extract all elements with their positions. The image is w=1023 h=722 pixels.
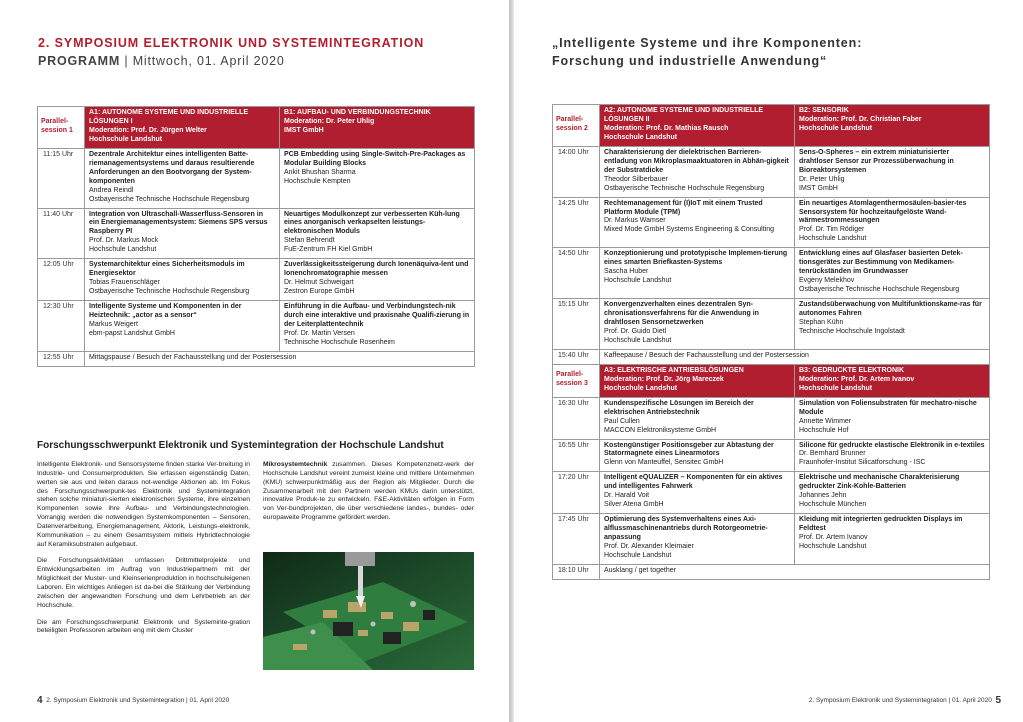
talk-title: Kostengünstiger Positionsgeber zur Abtastung der Statormagnete eines Linearmotors [604,441,774,458]
track-title: B1: AUFBAU- UND VERBINDUNGSTECHNIK [284,109,431,116]
track-moderation: Moderation: Prof. Dr. Jörg Mareczek [604,375,724,383]
body-paragraph: Die Forschungsaktivitäten umfassen Drittmittelprojekte und Entwicklungsarbeiten im Auftrag von Industriepartnern mit der Möglichkeit der Muster- und Kleinserienproduktion in hochschuleigenen Laboren. Ein wichtiges Anliegen ist da-bei die Stärkung der Verbindung zwischen der angewandten Forschung und dem Lehrbetrieb an der Hochschule. [37,557,250,609]
track-affiliation: IMST GmbH [284,126,324,134]
speaker-line: Hochschule Landshut [604,551,672,559]
speaker-line: Hochschule München [799,501,867,509]
page-number: 4 [37,695,43,706]
track-header [85,107,280,149]
speaker-line: Zestron Europe GmbH [284,288,355,296]
talk-cell [280,148,475,208]
break-time: 18:10 Uhr [553,564,600,579]
table-row [553,146,990,197]
table-row [553,472,990,514]
talk-title: Simulation von Foliensubstraten für mechatro-nische Module [799,399,977,416]
talk-title: Neuartiges Modulkonzept zur verbesserten Küh-lung eines anorganisch verkapselten leistungs-elektronischen Moduls [284,210,460,236]
talk-title: Integration von Ultraschall-Wasserfluss-Sensoren in ein Energiemanagementsystem: Siemens SPS versus Raspberry PI [89,210,268,236]
session-header-row [553,364,990,397]
speaker-line: Hochschule Landshut [799,543,867,551]
slot-time: 12:05 Uhr [38,259,85,301]
event-title: 2. SYMPOSIUM ELEKTRONIK UND SYSTEMINTEGRATION [38,36,425,50]
program-label: PROGRAMM [38,54,121,68]
slot-time: 11:15 Uhr [38,148,85,208]
body-text: zusammen. Dieses Kompetenznetz-werk der Hochschule Landshut vereint zumeist kleine und mittlere Unternehmen (KMU) schwerpunktmäßig aus der Region als Mitglieder. Durch die Zusammenarbeit mit den Partnern werden KMUs darin unterstützt, innovative Produk-te zu entwickeln. F&E-Aktivitäten erfolgen in Form von Ver-bundprojekten, die über verschiedene landes-, bundes- oder europaweite Programme gefördert werden. [263,461,474,522]
left-page [0,0,509,722]
talk-title: Entwicklung eines auf Glasfaser basierten Detek-tionsgerätes zur Bestimmung von Medikamen-tenrückständen im Grundwasser [799,250,963,276]
talk-cell [600,146,795,197]
track-affiliation: Hochschule Landshut [604,384,678,392]
talk-title: Optimierung des Systemverhaltens eines Axi-alflussmaschinenantriebs durch Rotorgeometrie-anpassung [604,516,768,542]
track-title: B3: GEDRUCKTE ELEKTRONIK [799,366,905,374]
section-title: Forschungsschwerpunkt Elektronik und Systemintegration der Hochschule Landshut [37,440,444,451]
talk-cell [600,514,795,565]
track-header [600,105,795,147]
break-row [38,351,475,366]
track-moderation: Moderation: Prof. Dr. Christian Faber [799,115,922,123]
talk-title: Konzeptionierung und prototypische Implemen-tierung eines smarten Briefkasten-Systems [604,250,788,267]
slot-time: 14:00 Uhr [553,146,600,197]
speaker-line: Theodor Silberbauer [604,175,668,183]
table-row [553,197,990,248]
speaker-line: Dr. Markus Wamser [604,217,666,225]
page-number: 5 [995,695,1001,706]
talk-cell [85,259,280,301]
speaker-line: IMST GmbH [799,184,838,192]
speaker-line: Stephan Kühn [799,319,844,327]
right-page [514,0,1023,722]
session-label: Parallel-session 3 [553,364,600,397]
track-title: A2: AUTONOME SYSTEME UND INDUSTRIELLE LÖSUNGEN II [604,107,764,123]
cluster-name: Mikrosystemtechnik [263,461,328,468]
speaker-line: Hochschule Kempten [284,177,351,185]
talk-title: Zustandsüberwachung von Multifunktionskame-ras für autonomes Fahren [799,301,982,318]
talk-title: Silicone für gedruckte elastische Elektronik in e-textiles [799,441,985,449]
speaker-line: Paul Cullen [604,417,640,425]
talk-cell [600,197,795,248]
speaker-line: Hochschule Landshut [604,277,672,285]
symposium-motto-line-2: Forschung und industrielle Anwendung“ [552,54,828,68]
body-paragraph [263,461,474,523]
talk-cell [600,397,795,439]
talk-title: Charakterisierung der dielektrischen Barrieren-entladung von Mikroplasmaaktuatoren in Abhän-gigkeit der Substratdicke [604,148,789,174]
track-header [280,107,475,149]
slot-time: 11:40 Uhr [38,208,85,259]
speaker-line: ebm-papst Landshut GmbH [89,329,175,337]
talk-title: Zuverlässigkeitssteigerung durch Ionenäquiva-lent und Ionenchromatographie messen [284,261,469,278]
talk-cell [600,439,795,472]
schedule-table-sessions-2-3 [552,104,990,580]
speaker-line: Annette Wimmer [799,417,852,425]
slot-time: 14:50 Uhr [553,248,600,299]
schedule-table-session-1 [37,106,475,367]
slot-time: 16:30 Uhr [553,397,600,439]
pcb-lab-photo [263,552,474,670]
track-moderation: Moderation: Dr. Peter Uhlig [284,117,375,125]
talk-cell [795,397,990,439]
slot-time: 14:25 Uhr [553,197,600,248]
speaker-line: Ostbayerische Technische Hochschule Regensburg [89,195,250,203]
track-affiliation: Hochschule Landshut [799,124,873,132]
talk-cell [600,472,795,514]
talk-cell [85,148,280,208]
talk-title: Kundenspezifische Lösungen im Bereich der elektrischen Antriebstechnik [604,399,754,416]
slot-time: 12:30 Uhr [38,301,85,352]
talk-title: Konvergenzverhalten eines dezentralen Syn-chronisationsverfahrens für die Anwendung in drahtlosen Sensornetzwerken [604,301,759,327]
speaker-line: Sascha Huber [604,268,649,276]
speaker-line: Prof. Dr. Guido Dietl [604,327,667,335]
speaker-line: Ostbayerische Technische Hochschule Regensburg [799,286,960,294]
speaker-line: Dr. Bernhard Brunner [799,450,866,458]
table-row [553,299,990,350]
track-affiliation: Hochschule Landshut [89,135,163,143]
talk-cell [795,514,990,565]
footer-right [809,695,1001,706]
track-moderation: Moderation: Prof. Dr. Mathias Rausch [604,124,729,132]
footer-left [37,695,229,706]
body-column-2 [263,461,474,531]
speaker-line: Hochschule Hof [799,426,849,434]
table-row [553,514,990,565]
speaker-line: Dr. Helmut Schweigart [284,279,354,287]
speaker-line: Ostbayerische Technische Hochschule Regensburg [89,288,250,296]
speaker-line: FuE-Zentrum FH Kiel GmbH [284,246,373,254]
speaker-line: Prof. Dr. Martin Versen [284,329,355,337]
speaker-line: Mixed Mode GmbH Systems Engineering & Consulting [604,226,775,234]
program-date: Mittwoch, 01. April 2020 [132,54,285,68]
speaker-line: Stefan Behrendt [284,237,335,245]
speaker-line: Johannes Jehn [799,492,847,500]
track-title: B2: SENSORIK [799,107,849,114]
speaker-line: Hochschule Landshut [799,235,867,243]
speaker-line: Hochschule Landshut [604,336,672,344]
speaker-line: Andrea Reindl [89,186,134,194]
break-time: 15:40 Uhr [553,349,600,364]
talk-cell [795,197,990,248]
break-text: Mittagspause / Besuch der Fachausstellung und der Postersession [85,351,475,366]
table-row [38,148,475,208]
speaker-line: Dr. Peter Uhlig [799,175,845,183]
break-row [553,564,990,579]
speaker-line: Hochschule Landshut [89,246,157,254]
slot-time: 17:20 Uhr [553,472,600,514]
table-row [553,397,990,439]
speaker-line: Evgeny Melekhov [799,277,855,285]
speaker-line: MACCON Elektroniksysteme GmbH [604,426,717,434]
talk-title: Systemarchitektur eines Sicherheitsmoduls im Energiesektor [89,261,245,278]
session-header-row [38,107,475,149]
slot-time: 16:55 Uhr [553,439,600,472]
break-text: Kaffeepause / Besuch der Fachausstellung und der Postersession [600,349,990,364]
talk-title: Intelligente Systeme und Komponenten in der Heiztechnik: „actor as a sensor“ [89,303,242,320]
talk-title: Kleidung mit integrierten gedruckten Displays im Feldtest [799,516,963,533]
talk-cell [795,146,990,197]
talk-cell [280,301,475,352]
break-row [553,349,990,364]
talk-title: Einführung in die Aufbau- und Verbindungstech-nik durch eine interaktive und praxisnahe Qualifi-zierung in der Leiterplattentechnik [284,303,470,329]
speaker-line: Prof. Dr. Artem Ivanov [799,534,868,542]
talk-cell [795,248,990,299]
speaker-line: Glenn von Manteuffel, Sensitec GmbH [604,459,724,467]
talk-title: Intelligent eQUALIZER – Komponenten für ein aktives und intelligentes Fahrwerk [604,474,783,491]
talk-cell [795,472,990,514]
slot-time: 15:15 Uhr [553,299,600,350]
talk-cell [85,208,280,259]
speaker-line: Fraunhofer-Institut Silicatforschung - ISC [799,459,926,467]
session-label: Parallel-session 2 [553,105,600,147]
break-text: Ausklang / get together [600,564,990,579]
talk-title: PCB Embedding using Single-Switch-Pre-Packages as Modular Building Blocks [284,150,466,167]
body-paragraph: Intelligente Elektronik- und Sensorsysteme finden starke Ver-breitung in Industrie- und Consumerprodukten. Sie erfassen eigenständig Daten, werten sie aus und leiten daraus not-wendige Aktionen ab. Im Fokus des Forschungsschwerpunk-tes Elektronik und Systemintegration stehen solche miniaturi-sierten elektronischen Systeme, ihre einzelnen Komponenten sowie ihre Aufbau- und Verbindungstechnologien. Vorrangig werden die notwendigen Systemkomponenten – Sensoren, Datenverarbeitung, Energiemanagement, Aktorik, Leistungs-elektronik, Kommunikation – zu einem Gesamtsystem mittels Hybridtechnologie auf Keramiksubstraten aufgebaut. [37,461,250,548]
break-time: 12:55 Uhr [38,351,85,366]
pcb-photo-graphic [263,552,474,670]
session-label: Parallel-session 1 [38,107,85,149]
session-header-row [553,105,990,147]
talk-cell [600,299,795,350]
speaker-line: Prof. Dr. Alexander Kleimaier [604,543,694,551]
talk-title: Ein neuartiges Atomlagenthermosäulen-basier-tes Sensorsystem für hochzeitaufgelöste Wand-wärmestrommessungen [799,199,967,225]
talk-cell [280,259,475,301]
table-row [38,208,475,259]
table-row [38,301,475,352]
slot-time: 17:45 Uhr [553,514,600,565]
program-heading [38,54,285,68]
speaker-line: Ostbayerische Technische Hochschule Regensburg [604,184,765,192]
talk-title: Dezentrale Architektur eines intelligenten Batte-riemanagementsystems und daraus resultierende Anforderungen an den Bootvorgang der System-komponenten [89,150,255,185]
program-separator: | [120,54,133,68]
table-row [553,439,990,472]
speaker-line: Dr. Harald Voit [604,492,650,500]
talk-cell [795,439,990,472]
talk-cell [85,301,280,352]
track-header [795,364,990,397]
track-affiliation: Hochschule Landshut [604,133,678,141]
footer-text: 2. Symposium Elektronik und Systemintegration | 01. April 2020 [46,697,230,705]
track-moderation: Moderation: Prof. Dr. Artem Ivanov [799,375,915,383]
talk-title: Sens-O-Spheres – ein extrem miniaturisierter drahtloser Sensor zur Prozessüberwachung in Bioreaktorsystemen [799,148,954,174]
table-row [553,248,990,299]
talk-title: Rechtemanagement für (I)IoT mit einem Trusted Platform Module (TPM) [604,199,763,216]
track-header [600,364,795,397]
talk-title: Elektrische und mechanische Charakterisierung gedruckter Zink-Kohle-Batterien [799,474,960,491]
footer-text: 2. Symposium Elektronik und Systemintegration | 01. April 2020 [808,697,992,705]
speaker-line: Ankit Bhushan Sharma [284,168,356,176]
speaker-line: Prof. Dr. Markus Mock [89,237,159,245]
track-header [795,105,990,147]
track-title: A3: ELEKTRISCHE ANTRIEBSLÖSUNGEN [604,366,744,374]
speaker-line: Markus Weigert [89,321,138,329]
talk-cell [280,208,475,259]
track-title: A1: AUTONOME SYSTEME UND INDUSTRIELLE LÖSUNGEN I [89,109,249,125]
body-paragraph: Die am Forschungsschwerpunkt Elektronik und Systeminte-gration beteiligten Professoren arbeiten eng mit dem Cluster [37,618,250,635]
speaker-line: Silver Atena GmbH [604,501,664,509]
speaker-line: Technische Hochschule Rosenheim [284,338,395,346]
table-row [38,259,475,301]
track-affiliation: Hochschule Landshut [799,384,873,392]
body-column-1 [37,461,250,644]
talk-cell [795,299,990,350]
speaker-line: Tobias Frauenschläger [89,279,160,287]
track-moderation: Moderation: Prof. Dr. Jürgen Welter [89,126,207,134]
talk-cell [600,248,795,299]
speaker-line: Technische Hochschule Ingolstadt [799,327,905,335]
symposium-motto-line-1: „Intelligente Systeme und ihre Komponenten: [552,36,863,50]
speaker-line: Prof. Dr. Tim Rödiger [799,226,865,234]
